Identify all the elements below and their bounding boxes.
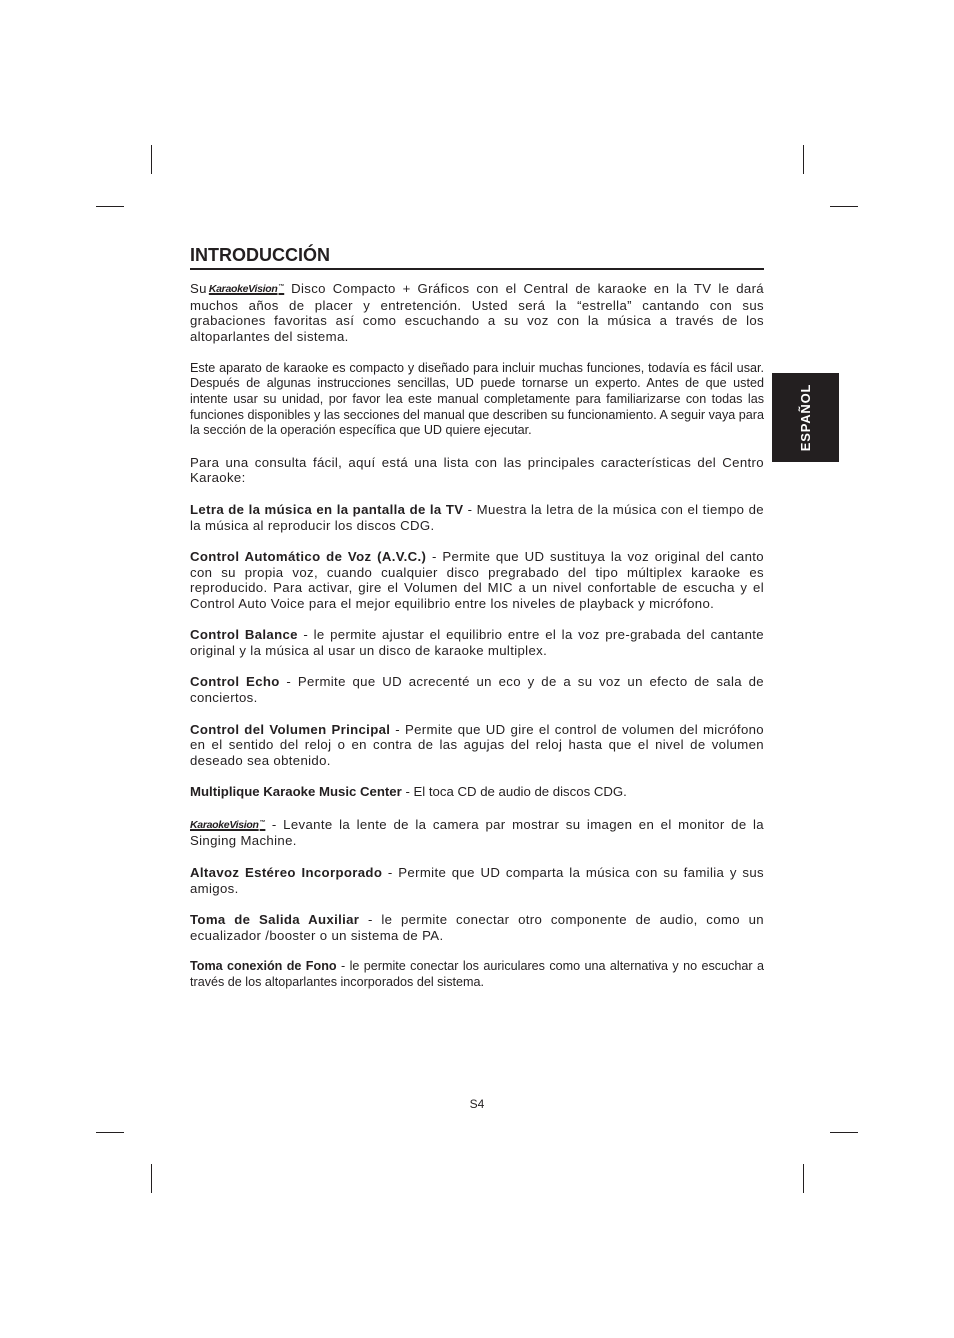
feature-title: Multiplique Karaoke Music Center [190,784,402,800]
crop-mark [803,145,804,174]
intro-paragraph: Su KaraokeVision™ Disco Compacto + Gráficos con el Central de karaoke en la TV le dará muchos años de placer y entretención. Usted será la “estrella” cantando con sus grabaciones favoritas así como escuchando a su voz con la música a través de los altoparlantes del sistema. [190,281,764,345]
feature-item: Altavoz Estéreo Incorporado - Permite que UD comparta la música con su familia y sus amigos. [190,864,765,896]
feature-item: Multiplique Karaoke Music Center - El toca CD de audio de discos CDG. [190,784,627,800]
feature-item: Control Echo - Permite que UD acrecenté un eco y de a su voz un efecto de sala de conciertos. [190,674,764,706]
feature-title: Control del Volumen Principal [190,721,391,737]
features-intro-paragraph: Para una consulta fácil, aquí está una lista con las principales características del Centro Karaoke: [190,454,764,486]
description-paragraph: Este aparato de karaoke es compacto y diseñado para incluir muchas funciones, todavía es fácil usar. Después de algunas instrucciones sencillas, UD puede tornarse un experto. Antes de que usted intente usar su unidad, por favor lea este manual completamente para familiarizarse con todas las funciones disponibles y las secciones del manual que describen su funcionamiento. A seguir vaya para la sección de la operación específica que UD quiere ejecutar. [190,360,764,438]
feature-title: Control Automático de Voz (A.V.C.) [190,548,427,564]
crop-mark [151,145,152,174]
feature-title: Letra de la música en la pantalla de la TV [190,501,464,517]
page-number: S4 [469,1097,485,1111]
karaokevision-logo: KaraokeVision™ [208,283,285,295]
crop-mark [803,1164,804,1193]
crop-mark [151,1164,152,1193]
feature-title: Control Balance [190,627,298,643]
feature-title: Toma conexión de Fono [190,959,337,974]
feature-title: Toma de Salida Auxiliar [190,911,360,927]
karaokevision-logo: KaraokeVision™ [190,818,266,831]
crop-mark [830,1132,858,1133]
crop-mark [96,206,124,207]
feature-title: Control Echo [190,674,280,690]
feature-item: Letra de la música en la pantalla de la TV - Muestra la letra de la música con el tiempo de la música al reproducir los discos CDG. [190,501,764,533]
crop-mark [96,1132,124,1133]
language-tab-label: ESPAÑOL [798,383,813,452]
section-title: INTRODUCCIÓN [190,244,764,270]
feature-item: Toma conexión de Fono - le permite conectar los auriculares como una alternativa y no escuchar a través de los altoparlantes incorporados del sistema. [190,959,765,989]
feature-item: Toma de Salida Auxiliar - le permite conectar otro componente de audio, como un ecualizador /booster o un sistema de PA. [190,911,764,943]
feature-title: Altavoz Estéreo Incorporado [190,864,383,880]
feature-item-camera: KaraokeVision™ - Levante la lente de la camera par mostrar su imagen en el monitor de la Singing Machine. [190,816,764,849]
crop-mark [830,206,858,207]
feature-item: Control Balance - le permite ajustar el equilibrio entre el la voz pre-grabada del cantante original y la música al usar un disco de karaoke multiplex. [190,627,764,659]
page-body [190,280,764,1006]
language-tab [772,373,839,462]
feature-item: Control del Volumen Principal - Permite que UD gire el control de volumen del micrófono en el sentido del reloj o en contra de las agujas del reloj hasta que el nivel de volumen deseado sea obtenido. [190,721,764,768]
feature-item: Control Automático de Voz (A.V.C.) - Permite que UD sustituya la voz original del canto con su propia voz, cuando cualquier disco pregrabado del tipo múltiplex karaoke es reproducido. Para activar, gire el Volumen del MIC a un nivel confortable de escucha y el Control Auto Voice para el mejor equilibrio entre los niveles de playback y micrófono. [190,548,764,611]
